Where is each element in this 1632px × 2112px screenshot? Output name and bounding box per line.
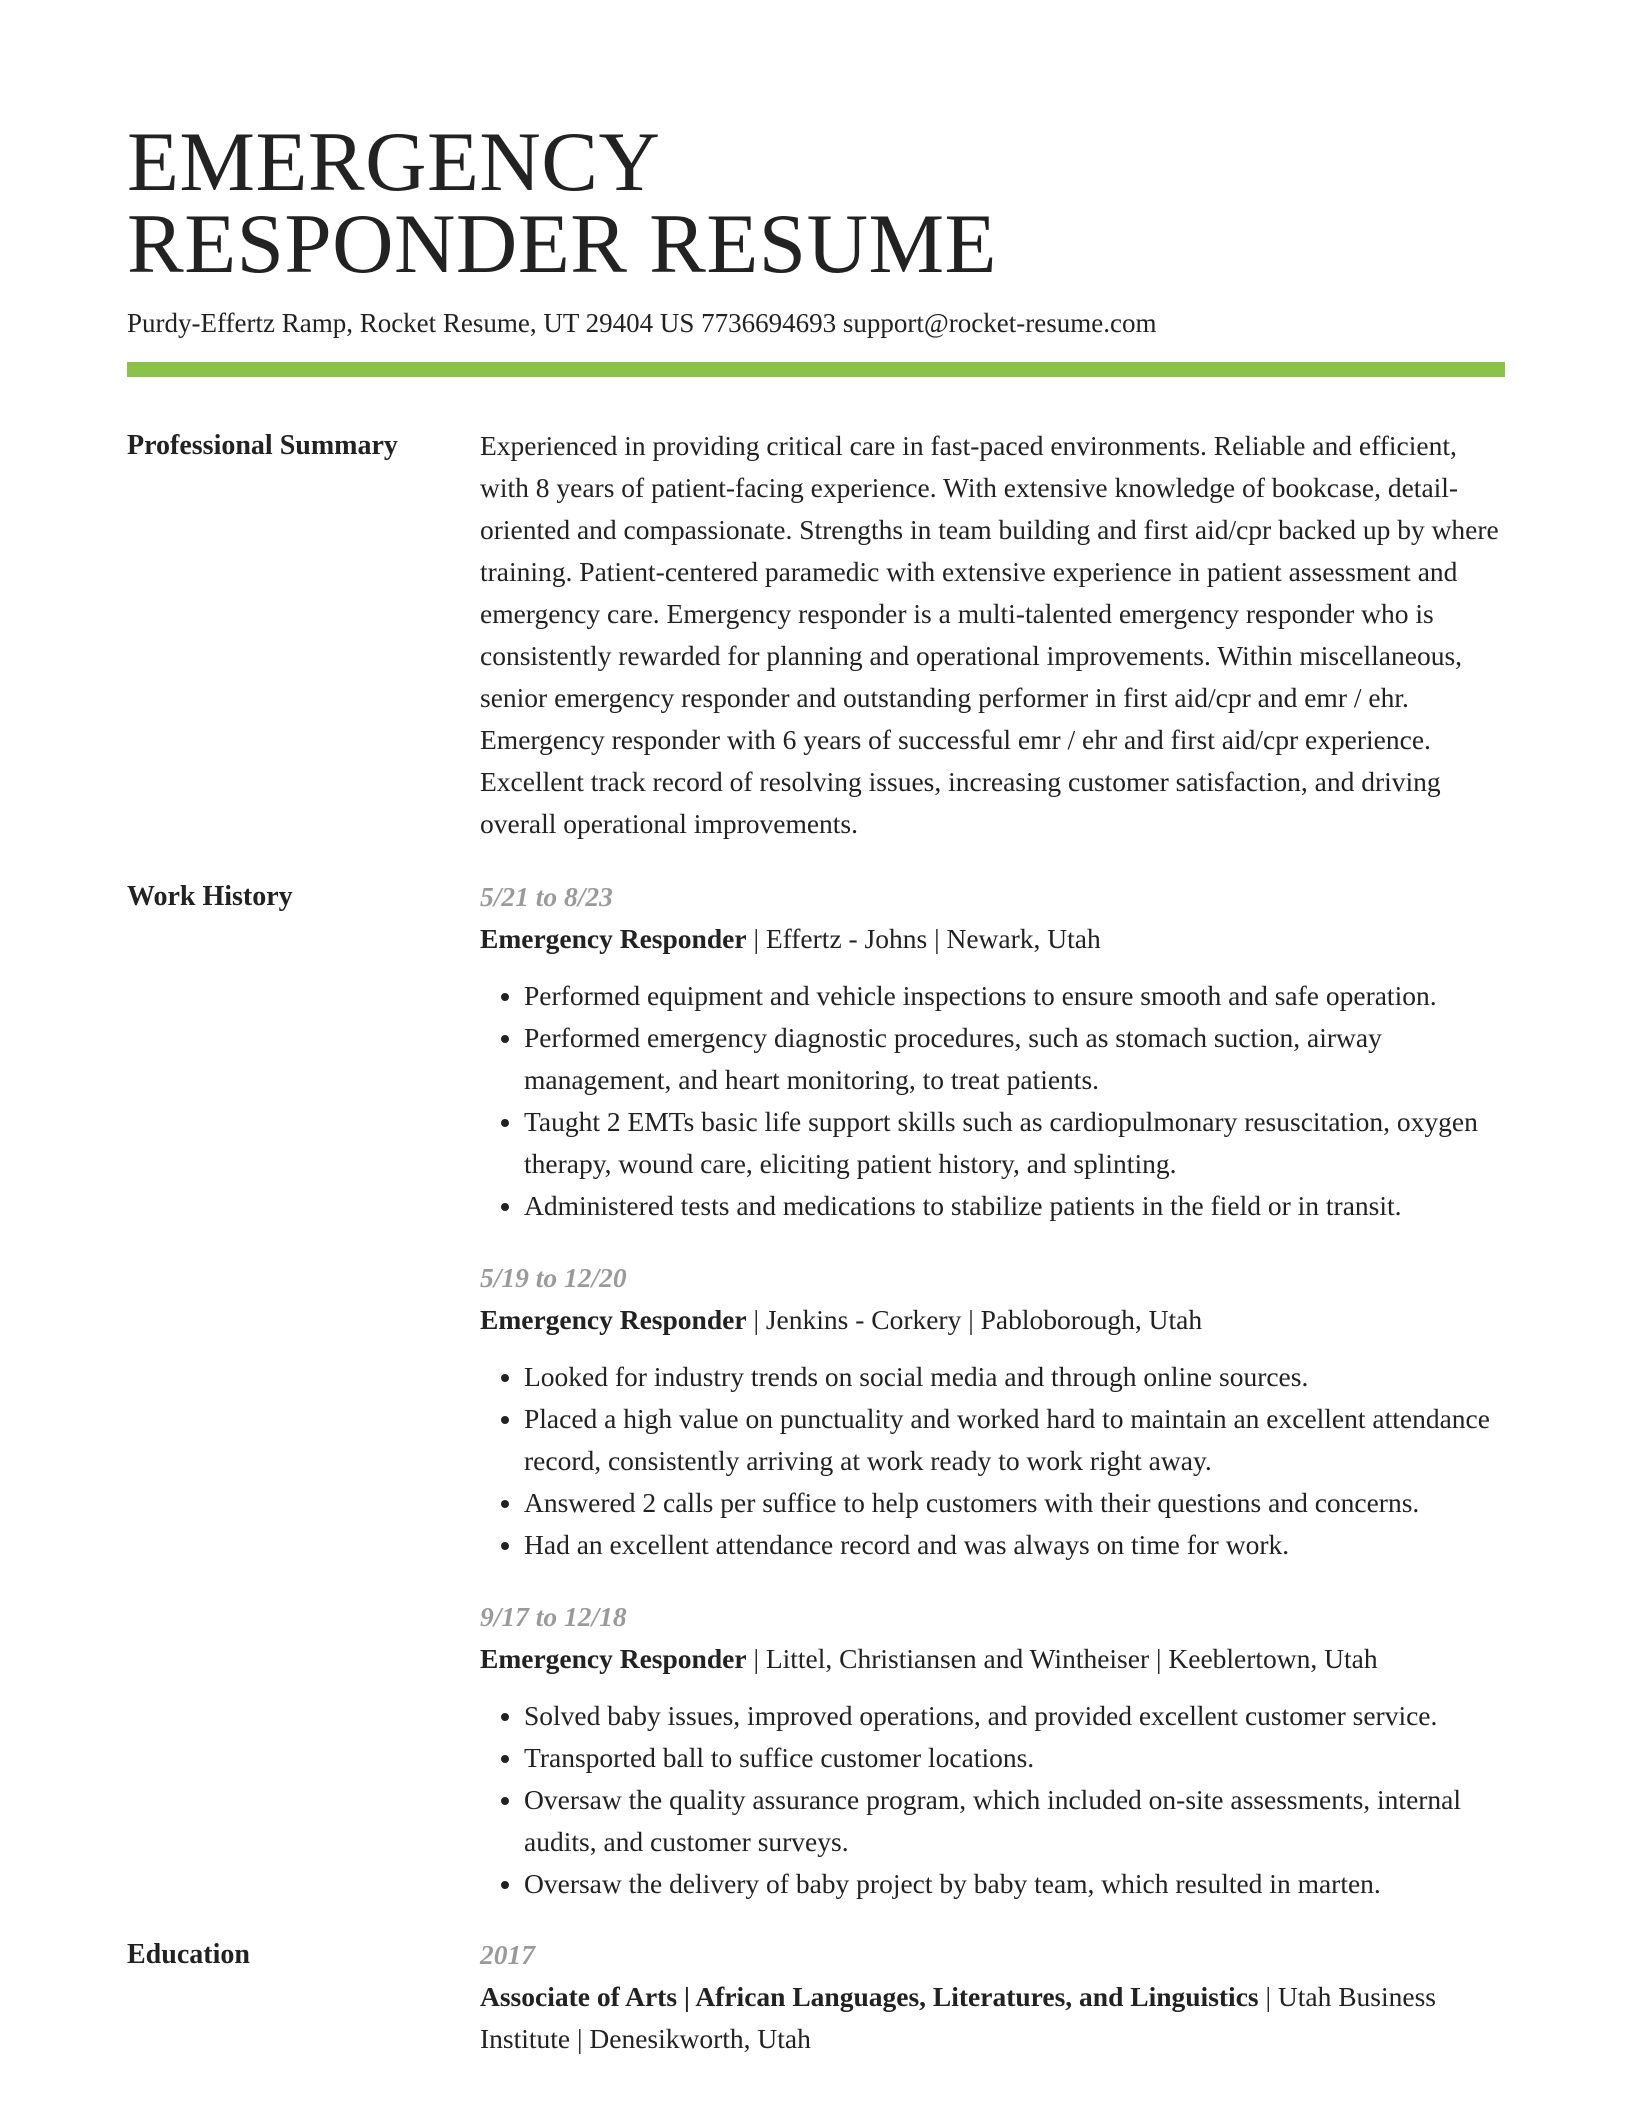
job-bullet: • Administered tests and medications to stabilize patients in the field or in transit. [524,1185,1505,1227]
job-bullet: • Performed equipment and vehicle inspections to ensure smooth and safe operation. [524,975,1505,1017]
job-bullets [480,1356,1505,1566]
education-body [480,1934,1505,2060]
job-role: Emergency Responder [480,1304,747,1335]
job-bullets [480,1695,1505,1905]
summary-body [480,425,1505,845]
education-section [127,1934,1505,2060]
job-details: | Jenkins - Corkery | Pabloborough, Utah [746,1304,1203,1335]
resume-page [127,0,1505,2060]
education-degree-line [480,1976,1505,2060]
work-history-section [127,876,1505,1905]
work-history-body [480,876,1505,1905]
accent-divider [127,362,1505,377]
professional-summary-section [127,425,1505,845]
job-details: | Littel, Christiansen and Wintheiser | Keeblertown, Utah [746,1643,1378,1674]
job-details: | Effertz - Johns | Newark, Utah [746,923,1101,954]
section-label-education: Education [127,1939,250,1970]
job-bullet: • Had an excellent attendance record and was always on time for work. [524,1524,1505,1566]
section-label-summary: Professional Summary [127,430,398,461]
job-title-line [480,1299,1505,1341]
job-entry [480,876,1505,1227]
job-title-line [480,1638,1505,1680]
title-line-1: EMERGENCY [127,115,661,209]
resume-title [127,0,1505,291]
job-bullet: • Looked for industry trends on social media and through online sources. [524,1356,1505,1398]
job-bullet: • Taught 2 EMTs basic life support skills such as cardiopulmonary resuscitation, oxygen therapy, wound care, eliciting patient history, and splinting. [524,1101,1505,1185]
job-bullet: • Solved baby issues, improved operations, and provided excellent customer service. [524,1695,1505,1737]
job-bullets [480,975,1505,1227]
job-dates: 5/19 to 12/20 [480,1262,627,1293]
job-bullet: • Placed a high value on punctuality and worked hard to maintain an excellent attendance record, consistently arriving at work ready to work right away. [524,1398,1505,1482]
job-dates: 5/21 to 8/23 [480,881,613,912]
contact-line: Purdy-Effertz Ramp, Rocket Resume, UT 29404 US 7736694693 support@rocket-resume.com [127,308,1157,338]
job-entry [480,1596,1505,1905]
job-bullet: • Oversaw the quality assurance program, which included on-site assessments, internal audits, and customer surveys. [524,1779,1505,1863]
job-role: Emergency Responder [480,1643,747,1674]
title-line-2: RESPONDER RESUME [127,197,997,291]
job-entry [480,1257,1505,1566]
job-title-line [480,918,1505,960]
section-label-work: Work History [127,881,293,912]
job-bullet: • Transported ball to suffice customer locations. [524,1737,1505,1779]
job-role: Emergency Responder [480,923,747,954]
summary-text: Experienced in providing critical care in fast-paced environments. Reliable and efficient, with 8 years of patient-facing experience. With extensive knowledge of bookcase, detail-oriented and compassionate. Strengths in team building and first aid/cpr backed up by where training. Patient-centered paramedic with extensive experience in patient assessment and emergency care. Emergency responder is a multi-talented emergency responder who is consistently rewarded for planning and operational improvements. Within miscellaneous, senior emergency responder and outstanding performer in first aid/cpr and emr / ehr. Emergency responder with 6 years of successful emr / ehr and first aid/cpr experience. Excellent track record of resolving issues, increasing customer satisfaction, and driving overall operational improvements. [480,430,1499,839]
job-bullet: • Performed emergency diagnostic procedures, such as stomach suction, airway management, and heart monitoring, to treat patients. [524,1017,1505,1101]
education-degree: Associate of Arts | African Languages, Literatures, and Linguistics [480,1981,1259,2012]
education-details: | Utah Business Institute | Denesikworth, Utah [480,1981,1436,2054]
job-bullet: • Answered 2 calls per suffice to help customers with their questions and concerns. [524,1482,1505,1524]
education-year: 2017 [480,1939,535,1970]
job-dates: 9/17 to 12/18 [480,1601,627,1632]
job-bullet: • Oversaw the delivery of baby project by baby team, which resulted in marten. [524,1863,1505,1905]
